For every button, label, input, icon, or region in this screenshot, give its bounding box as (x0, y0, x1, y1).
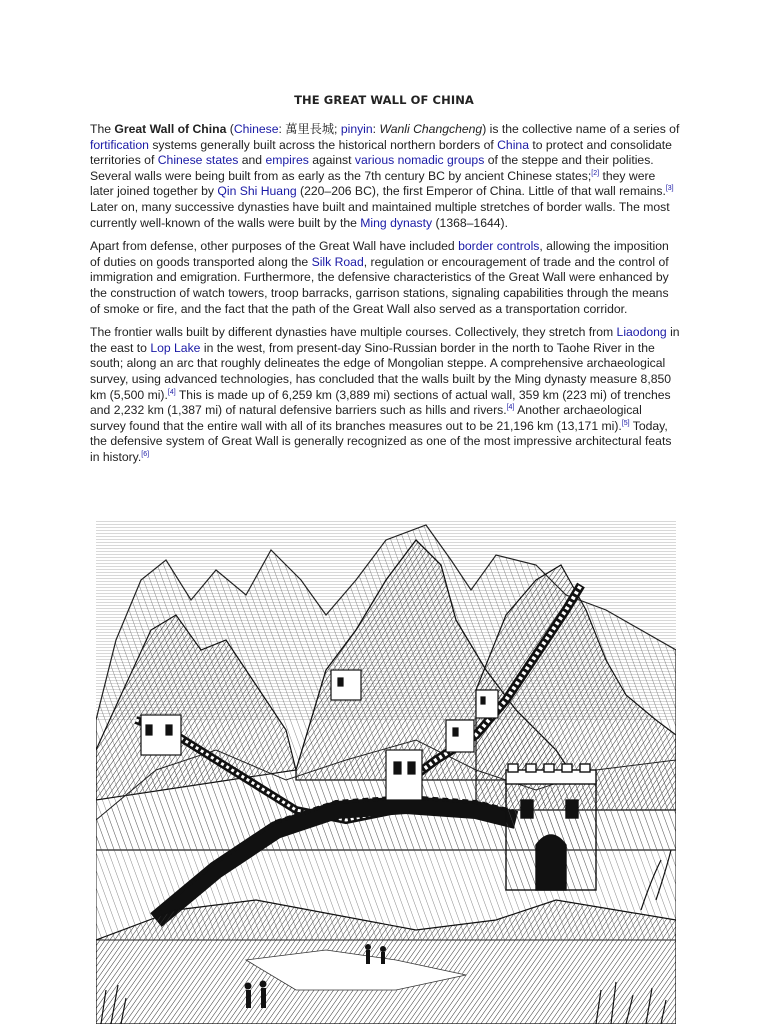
text-run: The (90, 122, 115, 136)
link-silk-road[interactable]: Silk Road (311, 254, 364, 269)
text-run: , regulation or encouragement of trade and the control of immigration and emigration. Furthermore, the defensive characteristics of the Great Wall were enhanced by the construction of watch towers, troop barracks, garrison stations, signaling capabilities through the means of smoke or fire, and the fact that the path of the Great Wall also served as a transportation corridor. (90, 254, 669, 316)
text-run: they were later joined together by (90, 168, 656, 199)
text-run: ( (226, 122, 234, 136)
bold-term: Great Wall of China (114, 122, 227, 136)
paragraph-extent (90, 325, 680, 465)
text-run: (220–206 BC), the first Emperor of China. Little of that wall remains. (296, 184, 666, 199)
article-body (90, 122, 680, 473)
text-run: against (308, 153, 355, 168)
text-run: and (238, 153, 266, 168)
text-run: : 萬里長城; (278, 122, 341, 136)
text-run: Apart from defense, other purposes of the Great Wall have included (90, 239, 459, 254)
link-border-controls[interactable]: border controls (458, 239, 540, 254)
text-run: : (372, 122, 380, 136)
link-chinese[interactable]: Chinese (233, 122, 279, 136)
link-liaodong[interactable]: Liaodong (616, 325, 667, 340)
link-pinyin[interactable]: pinyin (340, 122, 373, 136)
link-ming-dynasty[interactable]: Ming dynasty (360, 215, 433, 230)
text-run: in the east to (90, 325, 680, 355)
text-run: (1368–1644). (432, 215, 508, 230)
text-run: Later on, many successive dynasties have built and maintained multiple stretches of border walls. The most currently well-known of the walls were built by the (90, 199, 670, 230)
link-fortification[interactable]: fortification (90, 137, 149, 152)
citation-link[interactable]: [5] (621, 419, 630, 427)
citation-link[interactable]: [4] (167, 388, 176, 396)
citation-link[interactable]: [4] (506, 404, 515, 412)
text-run: This is made up of 6,259 km (3,889 mi) sections of actual wall, 359 km (223 mi) of trenches and 2,232 km (1,387 mi) of natural defensive barriers such as hills and rivers. (90, 387, 671, 418)
link-china[interactable]: China (497, 137, 529, 152)
link-qin-shi-huang[interactable]: Qin Shi Huang (217, 184, 297, 199)
page-title: THE GREAT WALL OF CHINA (294, 93, 474, 107)
great-wall-engraving-image (96, 520, 676, 1024)
citation-link[interactable]: [6] (141, 450, 150, 458)
text-run: The frontier walls built by different dynasties have multiple courses. Collectively, they stretch from (90, 325, 617, 340)
text-run: ) is the collective name of a series of (482, 122, 680, 136)
text-run: Today, the defensive system of Great Wall is generally recognized as one of the most impressive architectural feats in history. (90, 418, 672, 464)
text-run: Another archaeological survey found that the entire wall with all of its branches measures out to be 21,196 km (13,171 mi). (90, 403, 642, 433)
italic-term: Wanli Changcheng (379, 122, 483, 136)
citation-link[interactable]: [2] (591, 169, 600, 177)
text-run: systems generally built across the historical northern borders of (148, 137, 498, 152)
text-run: of the steppe and their polities. Several walls were being built from as early as the 7th century BC by ancient Chinese states; (90, 153, 654, 183)
text-run: , allowing the imposition of duties on goods transported along the (90, 239, 669, 269)
citation-link[interactable]: [3] (665, 185, 674, 193)
paragraph-intro (90, 122, 680, 231)
text-run: in the west, from present-day Sino-Russian border in the north to Taohe River in the south; along an arc that roughly delineates the edge of Mongolian steppe. A comprehensive archaeological survey, using advanced technologies, has concluded that the walls built by the Ming dynasty measure 8,850 km (5,500 mi). (90, 340, 672, 402)
paragraph-purposes (90, 239, 680, 317)
link-chinese-states[interactable]: Chinese states (157, 153, 239, 168)
link-nomadic-groups[interactable]: various nomadic groups (354, 153, 485, 168)
text-run: to protect and consolidate territories of (90, 137, 672, 168)
link-lop-lake[interactable]: Lop Lake (150, 340, 201, 355)
link-empires[interactable]: empires (265, 153, 309, 168)
